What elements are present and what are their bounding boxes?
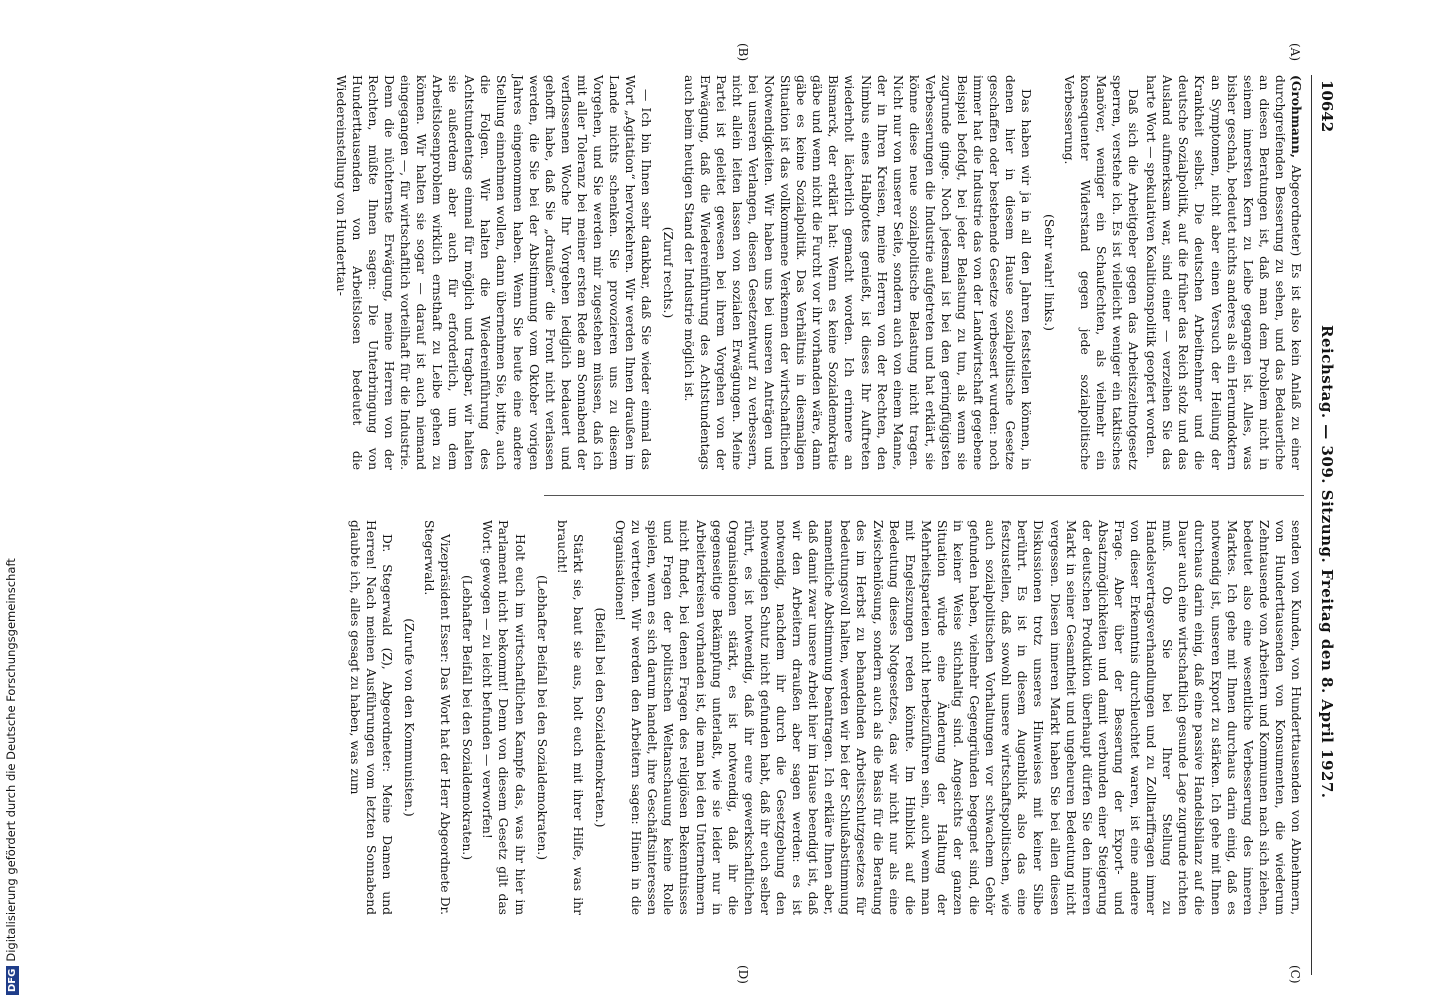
right-paragraph-2: Stärkt sie, baut sie aus, holt euch mit ihrer Hilfe, was ihr braucht! bbox=[554, 520, 585, 915]
interjection: (Lebhafter Beifall bei den Sozialdemokraten.) bbox=[460, 574, 475, 860]
margin-marker-d: (D) bbox=[736, 965, 750, 984]
left-paragraph-1 bbox=[1143, 75, 1304, 470]
left-text-1: Es ist also kein Anlaß zu einer durchgreifenden Besserung zu sehen, und das Bedauerliche an diesen Beratungen ist, daß man dem Problem nicht in seinem innersten Kern zu Leibe gegangen ist. Alles, was bisher geschah, bedeutet nichts anderes als ein Herumdoktern an Symptomen, nicht aber einen Versuch der Heilung der Krankheit selbst. Die deutschen Arbeitnehmer und die deutsche Sozialpolitik, auf die früher das Reich stolz und das Ausland aufmerksam war, sind einer — verzeihen Sie das harte Wort — spekulativen Koalitionspolitik geopfert worden. bbox=[1144, 75, 1303, 470]
left-paragraph-3: Das haben wir ja in all den Jahren feststellen können, in denen hier in diesem Hause sozialpolitische Gesetze geschaffen oder bestehende Gesetze verbessert wurden: noch immer hat die Industrie das von der Landwirtschaft gegebene Beispiel befolgt, bei jeder Belastung zu tun, als wenn sie zugrunde ginge. Noch jedesmal ist bei den geringfügigsten Verbesserungen die Industrie aufgetreten und hat erklärt, sie könne diese neue sozialpolitische Belastung nicht tragen. Nicht nur von unserer Seite, sondern auch von einem Manne, der in Ihren Kreisen, meine Herren von der Rechten, den Nimbus eines Halbgottes genießt, ist dieses Ihr Auftreten wiederholt lächerlich gemacht worden. Ich erinnere an Bismarck, der erklärt hat: Wenn es keine Sozialdemokratie gäbe und wenn nicht die Furcht vor ihr vorhanden wäre, dann gäbe es keine Sozialpolitik. Das Verhältnis in diesmaligen Situation ist das vollkommene Verkennen der wirtschaftlichen Notwendigkeiten. Wir haben uns bei unseren Anträgen und bei unseren Verlangen, diesen Gesetzentwurf zu verbessern, nicht allein leiten lassen von sozialen Erwägungen. Meine Partei ist geleitet gewesen bei ihrem Vorgehen von der Erwägung, daß die Wiedereinführung des Achtstundentags auch beim heutigen Stand der Industrie möglich ist. bbox=[681, 75, 1034, 470]
right-paragraph-4: Vizepräsident Esser: Das Wort hat der Herr Abgeordnete Dr. Stegerwald. bbox=[422, 520, 453, 915]
page-title: Reichstag. — 309. Sitzung. Freitag den 8. April 1927. bbox=[1318, 325, 1336, 799]
page-number: 10642 bbox=[1318, 80, 1336, 133]
margin-marker-c: (C) bbox=[1288, 965, 1302, 984]
interjection: (Zuruf rechts.) bbox=[661, 226, 676, 319]
right-column bbox=[345, 520, 1304, 915]
interjection: (Zurufe von den Kommunisten.) bbox=[402, 618, 417, 817]
margin-marker-b: (B) bbox=[736, 43, 750, 62]
margin-marker-a: (A) bbox=[1288, 43, 1302, 62]
column-divider bbox=[544, 495, 1304, 496]
interjection: (Lebhafter Beifall bei den Sozialdemokraten.) bbox=[534, 574, 549, 860]
page-header bbox=[1310, 75, 1340, 975]
right-paragraph-5: Dr. Stegerwald (Z), Abgeordneter: Meine Damen und Herren! Nach meinen Ausführungen vom letzten Sonnabend glaubte ich, alles gesagt zu haben, was zum bbox=[347, 520, 394, 915]
interjection: (Beifall bei den Sozialdemokraten.) bbox=[592, 607, 607, 828]
left-paragraph-2: Daß sich die Arbeitgeber gegen das Arbeitszeitnotgesetz sperren, verstehe ich. Es ist vielleicht weniger ein taktisches Manöver, weniger ein Schaufechten, als vielmehr ein konsequenter Widerstand gegen jede sozialpolitische Verbesserung. bbox=[1061, 75, 1141, 470]
right-paragraph-1: senden von Kunden, von Hunderttausenden von Abnehmern, von Hunderttausenden von Konsumenten, die wiederum Zehntausende von Arbeitern und Kommunen nach sich ziehen, bedeutet also eine wesentliche Verbesserung des inneren Marktes. Ich gehe mit Ihnen durchaus darin einig, daß es notwendig ist, unseren Export zu stärken. Ich gehe mit Ihnen durchaus darin einig, daß eine passive Handelsbilanz auf die Dauer auch eine wirtschaftlich gesunde Lage zugrunde richten muß. Ob Sie bei Ihrer Stellung zu Handelsvertragsverhandlungen und zu Zolltariffragen immer von dieser Erkenntnis durchleuchtet waren, ist eine andere Frage. Aber über der Besserung der Export- und Absatzmöglichkeiten und damit verbunden einer Steigerung der deutschen Produktion überhaupt dürfen Sie den inneren Markt in seiner Gesamtheit und ungeheuren Bedeutung nicht vergessen. Diesen inneren Markt haben Sie bei allen diesen Diskussionen trotz unseres Hinweises mit keiner Silbe berührt. Es ist in diesem Augenblick also das eine festzustellen, daß sowohl unsere wirtschaftspolitischen, wie auch sozialpolitischen Vorhaltungen vor schwachem Gehör gefunden haben, vielmehr Gegengründen begegnet sind, die in keiner Weise stichhaltig sind. Angesichts der ganzen Situation würde eine Änderung der Haltung der Mehrheitsparteien nicht herbeizuführen sein, auch wenn man mit Engelszungen reden könnte. Im Hinblick auf die Bedeutung dieses Notgesetzes, das wir nicht nur als eine Zwischenlösung, sondern auch als die Basis für die Beratung des im Herbst zu behandelnden Arbeitsschutzgesetzes für bedeutungsvoll halten, werden wir bei der Schlußabstimmung namentliche Abstimmung beantragen. Ich erkläre Ihnen aber, daß damit zwar unsere Arbeit hier im Hause beendigt ist, daß wir den Arbeitern draußen aber sagen werden: es ist notwendig, nachdem ihr durch die Gesetzgebung den notwendigen Schutz nicht gefunden habt, daß ihr euch selber rührt, es ist notwendig, daß ihr eure gewerkschaftlichen Organisationen stärkt, es ist notwendig, daß ihr die gegenseitige Bekämpfung unterlaßt, wie sie leider nur in Arbeiterkreisen vorhanden ist, die man bei den Unternehmern nicht findet, bei denen Fragen des religiösen Bekenntnisses und Fragen der politischen Weltanschauung keine Rolle spielen, wenn es sich darum handelt, ihre Geschäftsinteressen zu vertreten. Wir werden den Arbeitern sagen: Hinein in die Organisationen! bbox=[613, 520, 1303, 915]
rotated-page bbox=[110, 43, 1340, 984]
speaker-role: Abgeordneter) bbox=[1289, 165, 1303, 257]
left-paragraph-4: — Ich bin Ihnen sehr dankbar, daß Sie wieder einmal das Wort „Agitation“ hervorkehren. Wir werden Ihnen draußen im Lande nichts schenken. Sie provozieren uns zu diesem Vorgehen, und Sie werden mir zugestehen müssen, daß ich mit aller Toleranz bei meiner ersten Rede am Sonnabend der verflossenen Woche Ihr Vorgehen lediglich bedauert und gehofft habe, daß Sie „draußen“ die Front nicht verlassen werden, die Sie bei der Abstimmung vom Oktober vorigen Jahres eingenommen haben. Wenn Sie heute eine andere Stellung einnehmen wollen, dann übernehmen Sie, bitte, auch die Folgen. Wir halten die Wiedereinführung des Achtstundentags einmal für möglich und tragbar, wir halten sie außerdem aber auch für erforderlich, um dem Arbeitslosenproblem wirklich ernsthaft zu Leibe gehen zu können. Wir halten sie sogar — darauf ist auch niemand eingegangen —, für wirtschaftlich vorteilhaft für die Industrie. Denn die nüchternste Erwägung, meine Herren von der Rechten, müßte Ihnen sagen: Die Unterbringung von Hunderttausenden von Arbeitslosen bedeutet die Wiedereinstellung von Hunderttau- bbox=[333, 75, 654, 470]
right-paragraph-3: Holt euch im wirtschaftlichen Kampfe das, was ihr hier im Parlament nicht bekommt! Denn von diesem Gesetz gilt das Wort: gewogen — zu leicht befunden — verworfen! bbox=[480, 520, 527, 915]
header-rule bbox=[1311, 75, 1312, 975]
funding-note: Digitalisierung gefördert durch die Deutsche Forschungsgemeinschaft bbox=[4, 558, 18, 962]
dfg-logo-icon: DFG bbox=[6, 966, 19, 995]
speaker-name: (Grohmann, bbox=[1289, 75, 1304, 159]
interjection: (Sehr wahr! links.) bbox=[1041, 214, 1056, 331]
funding-footer bbox=[4, 558, 19, 995]
left-column bbox=[330, 75, 1304, 470]
